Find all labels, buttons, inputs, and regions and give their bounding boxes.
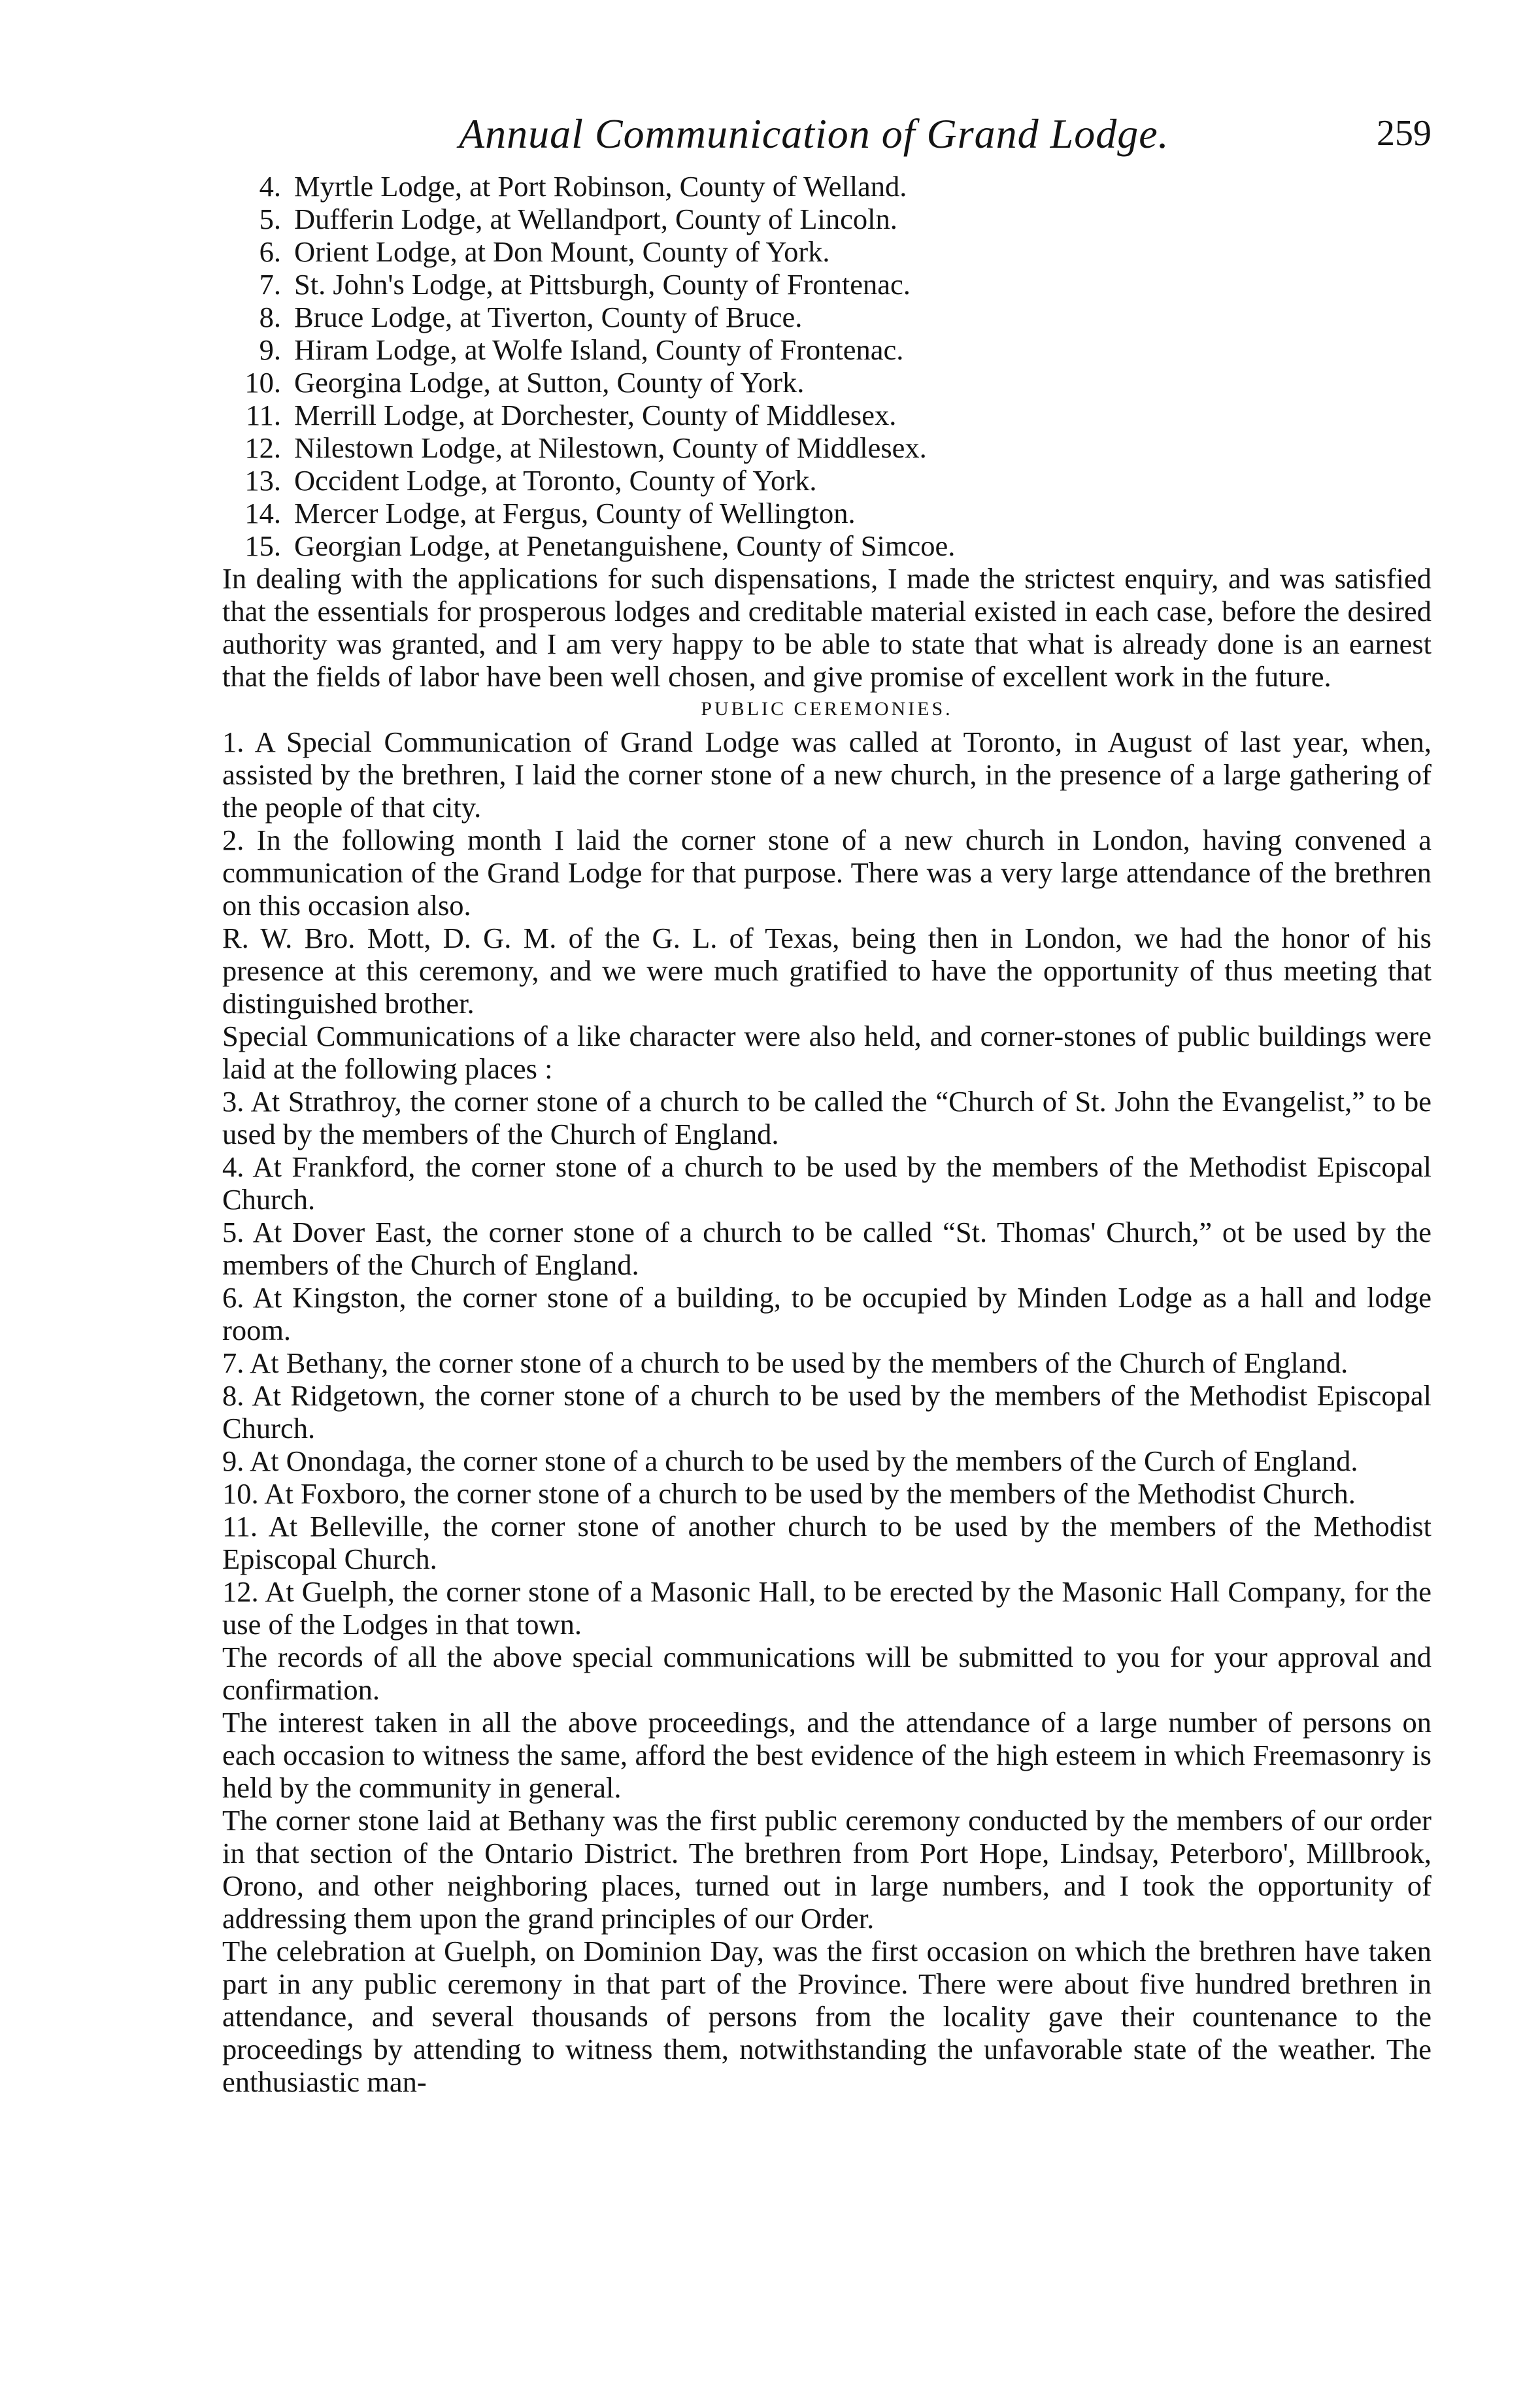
lodge-item (222, 333, 1431, 366)
lodge-text: Orient Lodge, at Don Mount, County of York. (294, 235, 830, 268)
lodge-list (222, 170, 1431, 562)
lodge-item (222, 235, 1431, 268)
lodge-item (222, 529, 1431, 562)
lodge-item (222, 464, 1431, 497)
lodge-item (222, 366, 1431, 399)
lodge-number: 12. (244, 431, 281, 464)
lodge-item (222, 497, 1431, 529)
ceremony-paragraph: 2. In the following month I laid the corner stone of a new church in London, having convened a communication of the Grand Lodge for that purpose. There was a very large attendance of the brethren on this occasion also. (222, 824, 1431, 922)
ceremony-paragraph: 1. A Special Communication of Grand Lodge was called at Toronto, in August of last year, when, assisted by the brethren, I laid the corner stone of a new church, in the presence of a large gathering of the people of that city. (222, 726, 1431, 824)
lodge-text: Mercer Lodge, at Fergus, County of Wellington. (294, 497, 856, 529)
lodge-text: Myrtle Lodge, at Port Robinson, County of Welland. (294, 170, 907, 203)
lodge-number: 14. (244, 497, 281, 529)
ceremony-item: 9. At Onondaga, the corner stone of a church to be used by the members of the Curch of England. (222, 1445, 1358, 1477)
lodge-text: Merrill Lodge, at Dorchester, County of Middlesex. (294, 399, 897, 431)
lodge-text: Dufferin Lodge, at Wellandport, County of Lincoln. (294, 203, 897, 235)
lodge-number: 5. (259, 203, 281, 235)
lodge-text: Georgina Lodge, at Sutton, County of York. (294, 366, 805, 399)
lodge-item (222, 170, 1431, 203)
page-header (222, 105, 1431, 165)
closing-paragraph: The celebration at Guelph, on Dominion Day, was the first occasion on which the brethren have taken part in any public ceremony in that part of the Province. There were about five hundred brethren in attendance, and several thousands of persons from the locality gave their countenance to the proceedings by attending to witness them, notwithstanding the unfavorable state of the weather. The enthusiastic man- (222, 1935, 1431, 2098)
ceremony-item: 12. At Guelph, the corner stone of a Masonic Hall, to be erected by the Masonic Hall Company, for the use of the Lodges in that town. (222, 1575, 1431, 1641)
ceremony-paragraph: Special Communications of a like character were also held, and corner-stones of public buildings were laid at the following places : (222, 1020, 1431, 1085)
lodge-item (222, 301, 1431, 333)
ceremony-item: 4. At Frankford, the corner stone of a church to be used by the members of the Methodist Episcopal Church. (222, 1150, 1431, 1216)
lodge-number: 13. (244, 464, 281, 497)
lodge-number: 10. (244, 366, 281, 399)
lodge-text: St. John's Lodge, at Pittsburgh, County of Frontenac. (294, 268, 911, 301)
lodge-number: 8. (259, 301, 281, 333)
ceremony-item: 6. At Kingston, the corner stone of a building, to be occupied by Minden Lodge as a hall and lodge room. (222, 1281, 1431, 1346)
lodge-number: 15. (244, 529, 281, 562)
lodge-text: Georgian Lodge, at Penetanguishene, County of Simcoe. (294, 529, 956, 562)
closing-paragraph: The corner stone laid at Bethany was the first public ceremony conducted by the members of our order in that section of the Ontario District. The brethren from Port Hope, Lindsay, Peterboro', Millbrook, Orono, and other neighboring places, turned out in large numbers, and I took the opportunity of addressing them upon the grand principles of our Order. (222, 1804, 1431, 1935)
ceremony-item: 5. At Dover East, the corner stone of a church to be called “St. Thomas' Church,” ot be used by the members of the Church of England. (222, 1216, 1431, 1281)
closing-paragraph: The interest taken in all the above proceedings, and the attendance of a large number of persons on each occasion to witness the same, afford the best evidence of the high esteem in which Freemasonry is held by the community in general. (222, 1706, 1431, 1804)
ceremony-paragraph: R. W. Bro. Mott, D. G. M. of the G. L. of Texas, being then in London, we had the honor of his presence at this ceremony, and we were much gratified to have the opportunity of thus meeting that distinguished brother. (222, 922, 1431, 1020)
ceremony-item: 8. At Ridgetown, the corner stone of a church to be used by the members of the Methodist Episcopal Church. (222, 1379, 1431, 1445)
ceremony-item: 10. At Foxboro, the corner stone of a church to be used by the members of the Methodist Church. (222, 1477, 1356, 1510)
section-heading: PUBLIC CEREMONIES. (701, 698, 953, 720)
lodge-item (222, 431, 1431, 464)
lodge-text: Hiram Lodge, at Wolfe Island, County of Frontenac. (294, 333, 904, 366)
lodge-item (222, 268, 1431, 301)
book-page (222, 105, 1431, 2098)
ceremony-item: 11. At Belleville, the corner stone of another church to be used by the members of the Methodist Episcopal Church. (222, 1510, 1431, 1575)
ceremony-item: 3. At Strathroy, the corner stone of a church to be called the “Church of St. John the Evangelist,” to be used by the members of the Church of England. (222, 1085, 1431, 1150)
lodge-number: 11. (246, 399, 281, 431)
lodge-text: Bruce Lodge, at Tiverton, County of Bruce. (294, 301, 803, 333)
lodge-number: 4. (259, 170, 281, 203)
page-number: 259 (1377, 113, 1431, 154)
lodge-item (222, 399, 1431, 431)
lodge-item (222, 203, 1431, 235)
lodge-text: Nilestown Lodge, at Nilestown, County of Middlesex. (294, 431, 927, 464)
closing-paragraph: The records of all the above special communications will be submitted to you for your approval and confirmation. (222, 1641, 1431, 1706)
ceremony-item: 7. At Bethany, the corner stone of a church to be used by the members of the Church of England. (222, 1346, 1348, 1379)
lodge-text: Occident Lodge, at Toronto, County of York. (294, 464, 817, 497)
lodge-number: 7. (259, 268, 281, 301)
lodge-number: 6. (259, 235, 281, 268)
lodge-number: 9. (259, 333, 281, 366)
running-head: Annual Communication of Grand Lodge. (459, 110, 1169, 157)
intro-paragraph: In dealing with the applications for such dispensations, I made the strictest enquiry, and was satisfied that the essentials for prosperous lodges and creditable material existed in each case, before the desired authority was granted, and I am very happy to be able to state that what is already done is an earnest that the fields of labor have been well chosen, and give promise of excellent work in the future. (222, 562, 1431, 693)
